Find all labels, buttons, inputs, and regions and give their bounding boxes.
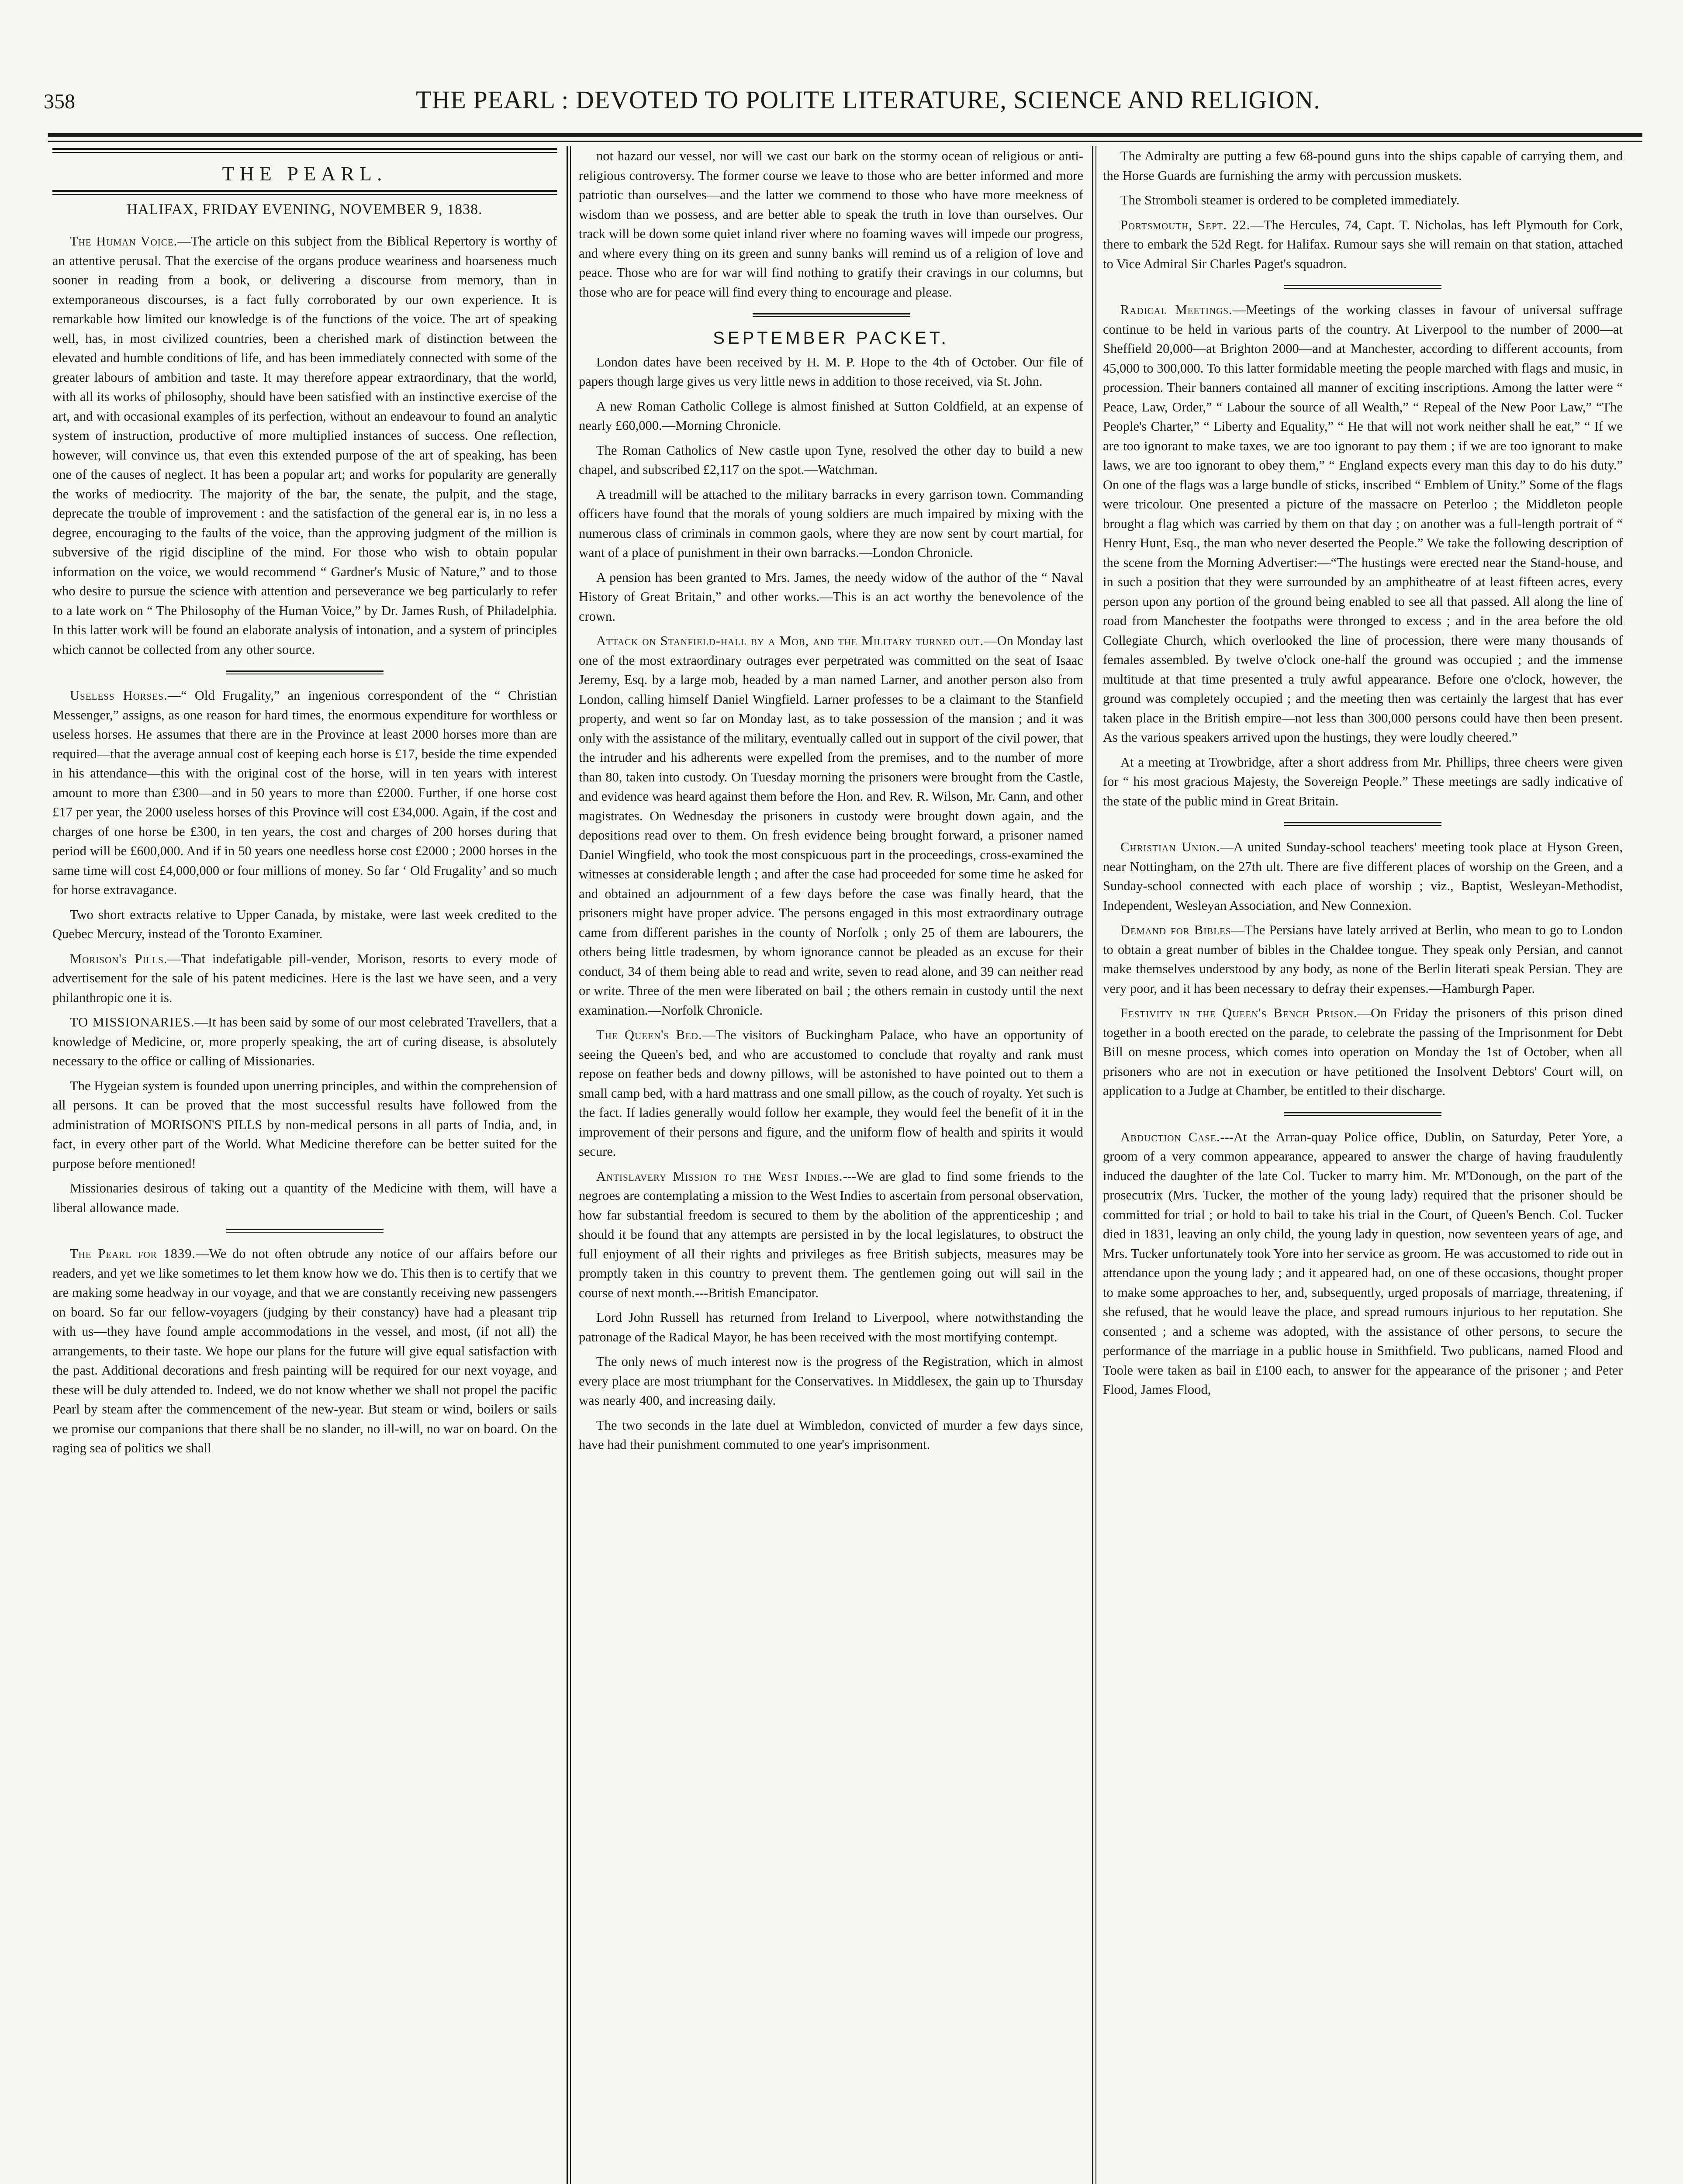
- article-lead: Festivity in the Queen's Bench Prison.: [1120, 1006, 1358, 1020]
- article-lead: Antislavery Mission to the West Indies.: [596, 1168, 843, 1184]
- article-paragraph: [52, 1178, 557, 1217]
- column-3: [1103, 146, 1623, 2184]
- article-paragraph: [52, 1244, 557, 1458]
- article-text: —The Persians have lately arrived at Berlin, who mean to go to London to obtain a great number of bibles in the Chaldee tongue. They speak only Persian, and cannot make themselves understood by any body, as none of the Berlin literati speak Persian. They are very poor, and it has been necessary to defray their expenses.—Hamburgh Paper.: [1103, 923, 1623, 996]
- section-heading: SEPTEMBER PACKET.: [713, 328, 949, 348]
- article-text: London dates have been received by H. M. P. Hope to the 4th of October. Our file of papers though large gives us very little news in addition to those received, via St. John.: [579, 354, 1083, 389]
- article-lead: Attack on Stanfield-hall by a Mob, and the Military turned out.: [596, 633, 984, 648]
- article-paragraph: [579, 146, 1083, 302]
- article-lead: The Queen's Bed.: [596, 1027, 702, 1042]
- article-lead: The Pearl for 1839.: [70, 1246, 196, 1261]
- article-paragraph: [1103, 215, 1623, 274]
- article-text: The Stromboli steamer is ordered to be completed immediately.: [1120, 193, 1460, 207]
- dateline: HALIFAX, FRIDAY EVENING, NOVEMBER 9, 1838.: [127, 201, 483, 218]
- page-number: 358: [44, 90, 75, 113]
- article-text: A treadmill will be attached to the military barracks in every garrison town. Commanding officers have found that the morals of young soldiers are much impaired by mixing with the numerous class of criminals in common gaols, where they are now sent by court martial, for want of a place of punishment in their own barracks.—London Chronicle.: [579, 487, 1083, 560]
- article-text: —We do not often obtrude any notice of our affairs before our readers, and yet we like sometimes to let them know how we do. This then is to certify that we are making some headway in our voyage, and that we are constantly receiving new passengers on board. So far our fellow-voyagers (judging by their constancy) have had a pleasant trip with us—they have found ample accommodations in the vessel, and most, (if not all) the arrangements, to their taste. We hope our plans for the future will give equal satisfaction with the past. Additional decorations and fresh painting will be required for our next voyage, and these will be duly attended to. Indeed, we do not know whether we shall not propel the pacific Pearl by steam after the commencement of the new-year. But steam or wind, boilers or sails we promise our companions that there shall be no slander, no ill-will, no war on board. On the raging sea of politics we shall: [52, 1246, 557, 1455]
- article-paragraph: [579, 568, 1083, 626]
- column-body: [1103, 146, 1623, 1400]
- article-text: —On Monday last one of the most extraordinary outrages ever perpetrated was committed on the seat of Isaac Jeremy, Esq. by a large mob, headed by a man named Larner, and another person also from London, calling himself Daniel Wingfield. Larner professes to be a claimant to the Stanfield property, and went so far on Monday last, as to take possession of the mansion ; and it was only with the assistance of the military, eventually called out in support of the civil power, that the intruder and his adherents were expelled from the premises, and to the number of more than 80, taken into custody. On Tuesday morning the prisoners were brought from the Castle, and evidence was heard against them before the Hon. and Rev. R. Wilson, Mr. Cann, and other magistrates. On Wednesday the prisoners in custody were brought down again, and the depositions read over to them. On fresh evidence being brought forward, a prisoner named Daniel Wingfield, who took the most conspicuous part in the proceedings, cross-examined the witnesses at considerable length ; and after the case had proceeded for some time he asked for and obtained an adjournment of a few days before the case was finally heard, that the prisoners might have proper advice. The persons engaged in this most extraordinary outrage came from different parishes in the county of Norfolk ; only 25 of them are labourers, the others being little tradesmen, by whom ignorance cannot be pleaded as an excuse for their conduct, 34 of them being able to read and write, seven to read alone, and 39 can neither read or write. Three of the men were liberated on bail ; the others remain in custody until the next examination.—Norfolk Chronicle.: [579, 633, 1083, 1018]
- article-text: The two seconds in the late duel at Wimbledon, convicted of murder a few days since, have had their punishment commuted to one year's imprisonment.: [579, 1417, 1083, 1452]
- article-paragraph: [1103, 837, 1623, 915]
- article-paragraph: [579, 1352, 1083, 1410]
- article-paragraph: [1103, 753, 1623, 811]
- section-divider: [1284, 285, 1441, 289]
- article-text: A new Roman Catholic College is almost finished at Sutton Coldfield, at an expense of nearly £60,000.—Morning Chronicle.: [579, 398, 1083, 433]
- article-text: —That indefatigable pill-vender, Morison, resorts to every mode of advertisement for the sale of his patent medicines. Here is the last we have seen, and a very philanthropic one it is.: [52, 951, 557, 1005]
- section-divider: [226, 1229, 384, 1233]
- article-text: The Admiralty are putting a few 68-pound guns into the ships capable of carrying them, and the Horse Guards are furnishing the army with percussion muskets.: [1103, 149, 1623, 183]
- article-text: —A united Sunday-school teachers' meeting took place at Hyson Green, near Nottingham, on the 27th ult. There are five different places of worship on the Green, and a Sunday-school connected with each place of worship ; viz., Baptist, Wesleyan-Methodist, Independent, Wesleyan Association, and New Connexion.: [1103, 840, 1623, 913]
- column-divider: [570, 146, 571, 2184]
- article-paragraph: [52, 949, 557, 1008]
- article-paragraph: [579, 1025, 1083, 1161]
- masthead-rule: [52, 148, 557, 153]
- section-divider: [226, 670, 384, 674]
- article-text: The Hygeian system is founded upon unerring principles, and within the comprehension of all persons. It can be proved that the most successful results have followed from the administration of MORISON'S PILLS by non-medical persons in all parts of India, and, in fact, in every other part of the World. What Medicine therefore can be better suited for the purpose before mentioned!: [52, 1078, 557, 1171]
- article-paragraph: [579, 1167, 1083, 1303]
- article-lead: Abduction Case.: [1120, 1129, 1220, 1144]
- article-text: Two short extracts relative to Upper Canada, by mistake, were last week credited to the Quebec Mercury, instead of the Toronto Examiner.: [52, 907, 557, 941]
- article-text: The only news of much interest now is the progress of the Registration, which in almost every place are most triumphant for the Conservatives. In Middlesex, the gain up to Thursday was nearly 400, and increasing daily.: [579, 1354, 1083, 1408]
- section-divider: [1284, 1112, 1441, 1116]
- article-text: —It has been said by some of our most celebrated Travellers, that a knowledge of Medicine, or, more properly speaking, the art of curing disease, is absolutely necessary to the office or calling of Missionaries.: [52, 1015, 557, 1068]
- article-text: —The article on this subject from the Biblical Repertory is worthy of an attentive perusal. That the exercise of the organs produce weariness and hoarseness much sooner in reading from a book, or delivering a discourse from memory, than in extemporaneous discourses, is a fact fully corroborated by our own experience. It is remarkable how limited our knowledge is of the functions of the voice. The art of speaking well, has, in most civilized countries, been a cherished mark of distinction between the elevated and humble conditions of life, and has been immediately connected with some of the greater labours of ambition and taste. It may therefore appear extraordinary, that the world, with all its works of philosophy, should have been satisfied with an instinctive exercise of the art, and with occasional examples of its perfection, without an endeavour to found an analytic system of instruction, productive of more multiplied instances of success. One reflection, however, will convince us, that even this extended purpose of the art of speaking, has been one of the causes of neglect. It has been a popular art; and works for popularity are generally the works of mediocrity. The majority of the bar, the senate, the pulpit, and the stage, deprecate the trouble of improvement : and the satisfaction of the general ear is, in no less a degree, encouraging to the faults of the voice, than the approving judgment of the million is subversive of the rigid discipline of the mind. For those who wish to obtain popular information on the voice, we would recommend “ Gardner's Music of Nature,” and to those who desire to pursue the science with attention and perseverance we beg particularly to refer to a late work on “ The Philosophy of the Human Voice,” by Dr. James Rush, of Philadelphia. In this latter work will be found an elaborate analysis of intonation, and a system of principles which cannot be collected from any other source.: [52, 234, 557, 657]
- header-rule-thick: [48, 133, 1642, 137]
- column-body: [579, 146, 1083, 1455]
- article-paragraph: [579, 485, 1083, 563]
- article-paragraph: [52, 232, 557, 659]
- article-paragraph: [579, 631, 1083, 1020]
- article-text: A pension has been granted to Mrs. James, the needy widow of the author of the “ Naval History of Great Britain,” and other works.—This is an act worthy the benevolence of the crown.: [579, 570, 1083, 624]
- article-lead: Portsmouth, Sept. 22.: [1120, 217, 1251, 232]
- column-body: [52, 232, 557, 1458]
- article-text: At a meeting at Trowbridge, after a short address from Mr. Phillips, three cheers were given for “ his most gracious Majesty, the Sovereign People.” These meetings are sadly indicative of the state of the public mind in Great Britain.: [1103, 754, 1623, 809]
- article-text: —“ Old Frugality,” an ingenious correspondent of the “ Christian Messenger,” assigns, as one reason for hard times, the enormous expenditure for worthless or useless horses. He assumes that there are in the Province at least 2000 horses more than are required—that the average annual cost of keeping each horse is £17, beside the time expended in his attendance—this with the original cost of the horse, will in ten years with interest amount to more than £300—and in 50 years to more than £2000. Further, if one horse cost £17 per year, the 2000 useless horses of this Province will cost £34,000. Again, if the cost and charges of one horse be £300, in ten years, the cost and charges of 200 horses during that period will be £600,000. And if in 50 years one needless horse cost £2000 ; 2000 horses in the same time will cost £4,000,000 or four millions of money. So far ‘ Old Frugality’ and so much for horse extravagance.: [52, 688, 557, 897]
- article-paragraph: [52, 686, 557, 900]
- article-paragraph: [52, 1013, 557, 1071]
- article-text: ---We are glad to find some friends to the negroes are contemplating a mission to the West Indies to ascertain from personal observation, how far substantial freedom is secured to them by the abolition of the apprenticeship ; and should it be found that any attempts are persisted in by the local legislatures, to obstruct the full enjoyment of all their rights and privileges as free British subjects, measures may be promptly taken in this country to prevent them. The gentlemen going out will sail in the course of next month.---British Emancipator.: [579, 1168, 1083, 1300]
- article-paragraph: [1103, 190, 1623, 210]
- column-divider: [567, 146, 568, 2184]
- masthead: THE PEARL.: [222, 162, 387, 185]
- article-text: —Meetings of the working classes in favour of universal suffrage continue to be held in various parts of the country. At Liverpool to the number of 2000—at Sheffield 20,000—at Brighton 2000—and at Manchester, according to different accounts, from 45,000 to 300,000. To this latter formidable meeting the people marched with flags and music, in procession. Their banners contained all manner of exciting inscriptions. Among the latter were “ Peace, Law, Order,” “ Labour the source of all Wealth,” “ Repeal of the New Poor Law,” “The People's Charter,” “ Liberty and Equality,” “ He that will not work neither shall he eat,” “ If we are too ignorant to make taxes, we are too ignorant to pay them ; if we are too ignorant to make laws, we are too ignorant to obey them,” “ England expects every man this day to do his duty.” On one of the flags was a large bundle of sticks, inscribed “ Emblem of Unity.” Some of the flags were tricolour. One presented a picture of the massacre on Peterloo ; the Middleton people brought a flag which was carried by them on that day ; on another was a full-length portrait of “ Henry Hunt, Esq., the man who never deserted the People.” We take the following description of the scene from the Morning Advertiser:—“The hustings were erected near the Stand-house, and in such a position that they were surrounded by an amphitheatre of at least fifteen acres, every person upon any portion of the ground being enabled to see all that passed. All along the line of road from Manchester the footpaths were thronged to excess ; and in the area before the old Collegiate Church, which overlooked the line of procession, there were many thousands of females assembled. By twelve o'clock one-half the ground was occupied ; and the immense multitude at that time presented a truly awful appearance. Before one o'clock, however, the ground was completely occupied ; and the meeting then was certainly the largest that has ever taken place in the British empire—not less than 300,000 persons could have then been present. As the various speakers arrived upon the hustings, they were loudly cheered.”: [1103, 302, 1623, 745]
- article-lead: Morison's Pills.: [70, 951, 168, 966]
- section-divider: [1284, 822, 1441, 826]
- article-paragraph: [52, 1076, 557, 1174]
- publication-title: THE PEARL : DEVOTED TO POLITE LITERATURE, SCIENCE AND RELIGION.: [416, 86, 1320, 114]
- article-paragraph: [1103, 300, 1623, 747]
- article-paragraph: [579, 397, 1083, 435]
- section-divider: [753, 313, 910, 317]
- article-lead: Useless Horses.: [70, 688, 168, 703]
- article-paragraph: [1103, 920, 1623, 998]
- column-1: [52, 146, 557, 2184]
- column-divider: [1092, 146, 1093, 2184]
- masthead-rule: [52, 190, 557, 195]
- running-header: [44, 85, 1640, 124]
- article-paragraph: [1103, 1127, 1623, 1400]
- article-paragraph: [579, 1308, 1083, 1347]
- article-text: —On Friday the prisoners of this prison dined together in a booth erected on the parade, to celebrate the passing of the Imprisonment for Debt Bill on mesne process, which comes into operation on Monday the 1st of October, when all prisoners who are not in execution or have petitioned the Insolvent Debtors' Court will, on application to a Judge at Chamber, be entitled to their discharge.: [1103, 1006, 1623, 1098]
- article-paragraph: [579, 352, 1083, 391]
- article-paragraph: [1103, 1003, 1623, 1101]
- article-text: Missionaries desirous of taking out a quantity of the Medicine with them, will have a liberal allowance made.: [52, 1181, 557, 1215]
- article-text: —The Hercules, 74, Capt. T. Nicholas, has left Plymouth for Cork, there to embark the 52d Regt. for Halifax. Rumour says she will remain on that station, attached to Vice Admiral Sir Charles Paget's squadron.: [1103, 217, 1623, 271]
- article-paragraph: [579, 1416, 1083, 1455]
- column-2: [579, 146, 1083, 2184]
- article-paragraph: [52, 905, 557, 944]
- header-rule-thin: [48, 141, 1642, 142]
- article-lead: Radical Meetings.: [1120, 302, 1233, 317]
- article-paragraph: [579, 441, 1083, 480]
- article-text: ---At the Arran-quay Police office, Dublin, on Saturday, Peter Yore, a groom of a very common appearance, appeared to answer the charge of having fraudulently induced the daughter of the late Col. Tucker to marry him. Mr. M'Donough, on the part of the prosecutrix (Mrs. Tucker, the mother of the young lady) required that the prisoner should be committed for trial ; or hold to bail to take his trial in the Court, of Queen's Bench. Col. Tucker died in 1831, leaving an only child, the young lady in question, now seventeen years of age, and Mrs. Tucker unfortunately took Yore into her service as groom. He was accustomed to ride out in attendance upon the young lady ; and it appeared had, on one of these occasions, thought proper to make some approaches to her, and, subsequently, urged proposals of marriage, threatening, if she refused, that he would leave the place, and spread rumours injurious to her reputation. She consented ; and a scheme was adopted, with the assistance of other persons, to secure the performance of the marriage in a public house in Smithfield. Two publicans, named Flood and Toole were taken as bail in £100 each, to answer for the appearance of the prisoner ; and Peter Flood, James Flood,: [1103, 1129, 1623, 1397]
- article-text: not hazard our vessel, nor will we cast our bark on the stormy ocean of religious or anti-religious controversy. The former course we leave to those who are better informed and more patriotic than ourselves—and the latter we commend to those who have more meekness of wisdom than we possess, and are better able to speak the truth in love than ourselves. Our track will be down some quiet inland river where no foaming waves will impede our progress, and where every thing on its green and sunny banks will remind us of a religion of love and peace. Those who are for war will find nothing to gratify their cravings in our columns, but those who are for peace will find every thing to encourage and please.: [579, 149, 1083, 300]
- article-text: Lord John Russell has returned from Ireland to Liverpool, where notwithstanding the patronage of the Radical Mayor, he has been received with the most mortifying contempt.: [579, 1310, 1083, 1344]
- article-lead: The Human Voice.: [70, 234, 178, 249]
- article-text: —The visitors of Buckingham Palace, who have an opportunity of seeing the Queen's bed, and who are accustomed to conclude that royalty and rank must repose on feather beds and downy pillows, will be astonished to have pointed out to them a small camp bed, with a hard mattrass and one small pillow, as the couch of royalty. Yet such is the fact. If ladies generally would follow her example, they would feel the benefit of it in the improvement of their persons and figure, and the uniform flow of health and spirits it would secure.: [579, 1027, 1083, 1159]
- article-lead: Christian Union.: [1120, 840, 1220, 854]
- article-text: The Roman Catholics of New castle upon Tyne, resolved the other day to build a new chapel, and subscribed £2,117 on the spot.—Watchman.: [579, 442, 1083, 477]
- article-lead: TO MISSIONARIES.: [70, 1015, 195, 1030]
- article-lead: Demand for Bibles: [1120, 923, 1231, 937]
- article-paragraph: [1103, 146, 1623, 185]
